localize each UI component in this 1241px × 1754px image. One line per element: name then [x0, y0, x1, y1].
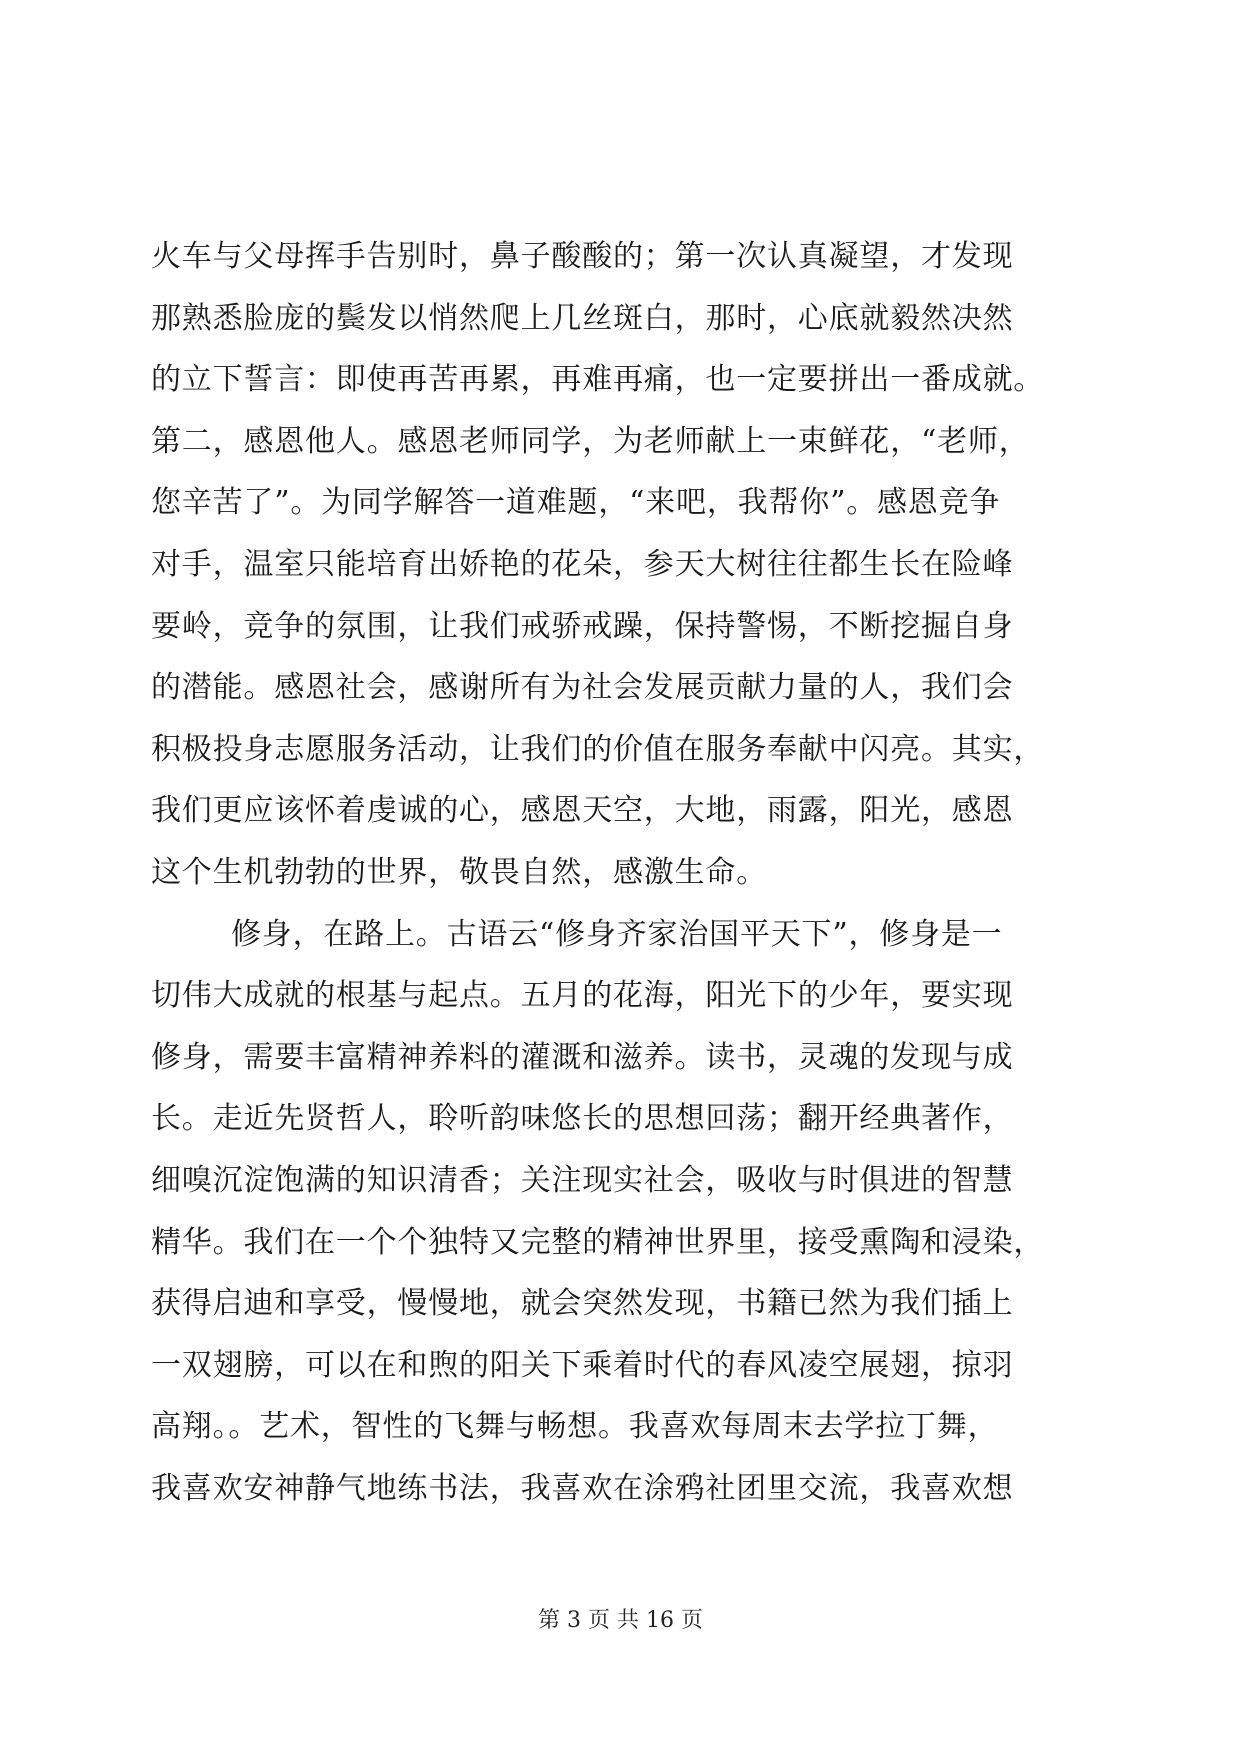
page-number: 第 3 页 共 16 页: [538, 1608, 703, 1633]
text-line: 长。走近先贤哲人，聆听韵味悠长的思想回荡；翻开经典著作，: [151, 1101, 1014, 1137]
text-line: 第二，感恩他人。感恩老师同学，为老师献上一束鲜花，“老师，: [151, 423, 1030, 459]
text-line: 切伟大成就的根基与起点。五月的花海，阳光下的少年，要实现: [151, 978, 1014, 1014]
text-line: 的潜能。感恩社会，感谢所有为社会发展贡献力量的人，我们会: [151, 670, 1014, 706]
text-line: 精华。我们在一个个独特又完整的精神世界里，接受熏陶和浸染，: [151, 1224, 1045, 1260]
paragraph-first-line: 修身，在路上。古语云“修身齐家治国平天下”，修身是一: [231, 916, 1003, 952]
text-line: 您辛苦了”。为同学解答一道难题，“来吧，我帮你”。感恩竞争: [151, 485, 1001, 521]
body-text: [151, 226, 1091, 1519]
text-line: 这个生机勃勃的世界，敬畏自然，感激生命。: [151, 854, 767, 890]
text-line: 对手，温室只能培育出娇艳的花朵，参天大树往往都生长在险峰: [151, 546, 1014, 582]
text-line: 积极投身志愿服务活动，让我们的价值在服务奉献中闪亮。其实，: [151, 731, 1045, 767]
text-line: 获得启迪和享受，慢慢地，就会突然发现，书籍已然为我们插上: [151, 1286, 1014, 1322]
text-line: 要岭，竞争的氛围，让我们戒骄戒躁，保持警惕，不断挖掘自身: [151, 608, 1014, 644]
text-line: 修身，需要丰富精神养料的灌溉和滋养。读书，灵魂的发现与成: [151, 1039, 1014, 1075]
text-line: 一双翅膀，可以在和煦的阳关下乘着时代的春风凌空展翅，掠羽: [151, 1347, 1014, 1383]
text-line: 高翔。。艺术，智性的飞舞与畅想。我喜欢每周末去学拉丁舞，: [151, 1409, 999, 1445]
text-line: 我们更应该怀着虔诚的心，感恩天空，大地，雨露，阳光，感恩: [151, 793, 1014, 829]
text-line: 那熟悉脸庞的鬓发以悄然爬上几丝斑白，那时，心底就毅然决然: [151, 300, 1014, 336]
text-line: 细嗅沉淀饱满的知识清香；关注现实社会，吸收与时俱进的智慧: [151, 1162, 1014, 1198]
text-line: 的立下誓言：即使再苦再累，再难再痛，也一定要拼出一番成就。: [151, 362, 1045, 398]
text-line: 我喜欢安神静气地练书法，我喜欢在涂鸦社团里交流，我喜欢想: [151, 1470, 1014, 1506]
page-footer: [0, 1606, 1241, 1636]
text-line: 火车与父母挥手告别时，鼻子酸酸的；第一次认真凝望，才发现: [151, 239, 1014, 274]
